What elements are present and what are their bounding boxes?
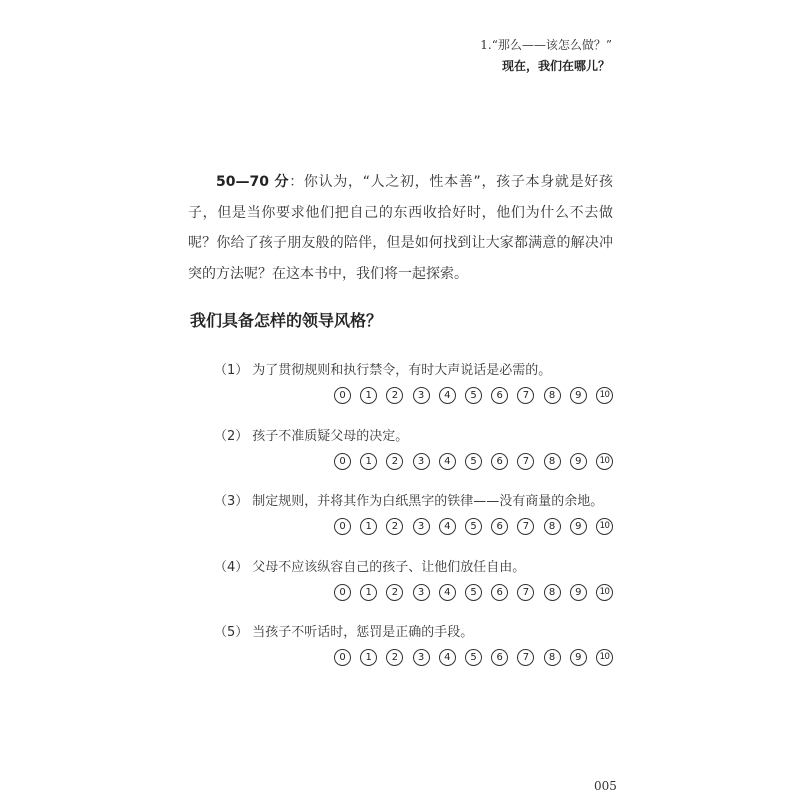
rating-option[interactable]: 2	[386, 584, 403, 601]
rating-option[interactable]: 10	[596, 387, 613, 404]
rating-option[interactable]: 8	[544, 649, 561, 666]
rating-option[interactable]: 2	[386, 518, 403, 535]
rating-option[interactable]: 4	[439, 584, 456, 601]
question-item	[214, 621, 473, 640]
rating-option[interactable]: 5	[465, 649, 482, 666]
rating-option[interactable]: 4	[439, 453, 456, 470]
section-title: 我们具备怎样的领导风格？	[190, 311, 383, 330]
rating-scale	[334, 518, 616, 536]
rating-option[interactable]: 10	[596, 584, 613, 601]
rating-option[interactable]: 1	[360, 518, 377, 535]
question-item	[214, 556, 525, 575]
rating-option[interactable]: 0	[334, 453, 351, 470]
score-range-paragraph	[188, 167, 613, 289]
rating-option[interactable]: 10	[596, 649, 613, 666]
rating-option[interactable]: 3	[413, 387, 430, 404]
rating-option[interactable]: 0	[334, 387, 351, 404]
question-text: 父母不应该纵容自己的孩子、让他们放任自由。	[252, 560, 526, 575]
rating-option[interactable]: 5	[465, 584, 482, 601]
rating-option[interactable]: 1	[360, 584, 377, 601]
rating-option[interactable]: 8	[544, 518, 561, 535]
page-number: 005	[594, 779, 617, 793]
question-item	[214, 490, 603, 509]
rating-option[interactable]: 2	[386, 649, 403, 666]
question-number: （5）	[214, 625, 249, 640]
running-header-chapter: 1.“那么——该怎么做？”	[480, 38, 612, 52]
rating-option[interactable]: 5	[465, 518, 482, 535]
rating-option[interactable]: 3	[413, 453, 430, 470]
question-text: 为了贯彻规则和执行禁令，有时大声说话是必需的。	[252, 363, 552, 378]
rating-option[interactable]: 9	[570, 453, 587, 470]
rating-option[interactable]: 1	[360, 649, 377, 666]
rating-scale	[334, 649, 616, 667]
rating-option[interactable]: 0	[334, 584, 351, 601]
rating-option[interactable]: 0	[334, 649, 351, 666]
rating-option[interactable]: 0	[334, 518, 351, 535]
question-number: （2）	[214, 429, 249, 444]
rating-option[interactable]: 8	[544, 453, 561, 470]
rating-option[interactable]: 3	[413, 518, 430, 535]
score-range-description: ：你认为，“人之初，性本善”，孩子本身就是好孩子，但是当你要求他们把自己的东西收拾好时，他们为什么不去做呢？你给了孩子朋友般的陪伴，但是如何找到让大家都满意的解决冲突的方法呢？在这本书中，我们将一起探索。	[188, 174, 613, 282]
question-item	[214, 425, 408, 444]
rating-option[interactable]: 9	[570, 649, 587, 666]
rating-option[interactable]: 7	[517, 518, 534, 535]
rating-option[interactable]: 8	[544, 584, 561, 601]
rating-option[interactable]: 10	[596, 518, 613, 535]
question-text: 孩子不准质疑父母的决定。	[252, 429, 409, 444]
rating-option[interactable]: 5	[465, 453, 482, 470]
rating-option[interactable]: 6	[491, 518, 508, 535]
rating-option[interactable]: 9	[570, 387, 587, 404]
rating-option[interactable]: 7	[517, 453, 534, 470]
running-header-section: 现在，我们在哪儿？	[501, 59, 610, 73]
rating-option[interactable]: 4	[439, 518, 456, 535]
rating-option[interactable]: 6	[491, 584, 508, 601]
rating-option[interactable]: 6	[491, 453, 508, 470]
rating-option[interactable]: 9	[570, 584, 587, 601]
rating-option[interactable]: 2	[386, 387, 403, 404]
rating-option[interactable]: 5	[465, 387, 482, 404]
question-text: 当孩子不听话时，惩罚是正确的手段。	[252, 625, 474, 640]
rating-option[interactable]: 1	[360, 453, 377, 470]
rating-option[interactable]: 6	[491, 387, 508, 404]
rating-scale	[334, 387, 616, 405]
question-item	[214, 359, 551, 378]
rating-option[interactable]: 7	[517, 584, 534, 601]
rating-option[interactable]: 7	[517, 387, 534, 404]
question-number: （3）	[214, 494, 249, 509]
rating-option[interactable]: 3	[413, 649, 430, 666]
question-text: 制定规则，并将其作为白纸黑字的铁律——没有商量的余地。	[252, 494, 604, 509]
rating-option[interactable]: 4	[439, 649, 456, 666]
question-number: （1）	[214, 363, 249, 378]
rating-option[interactable]: 4	[439, 387, 456, 404]
score-range-label: 50—70 分	[216, 174, 290, 190]
question-number: （4）	[214, 560, 249, 575]
rating-scale	[334, 453, 616, 471]
rating-option[interactable]: 2	[386, 453, 403, 470]
rating-option[interactable]: 3	[413, 584, 430, 601]
rating-option[interactable]: 7	[517, 649, 534, 666]
rating-option[interactable]: 6	[491, 649, 508, 666]
rating-option[interactable]: 10	[596, 453, 613, 470]
rating-scale	[334, 584, 616, 602]
rating-option[interactable]: 8	[544, 387, 561, 404]
rating-option[interactable]: 9	[570, 518, 587, 535]
rating-option[interactable]: 1	[360, 387, 377, 404]
